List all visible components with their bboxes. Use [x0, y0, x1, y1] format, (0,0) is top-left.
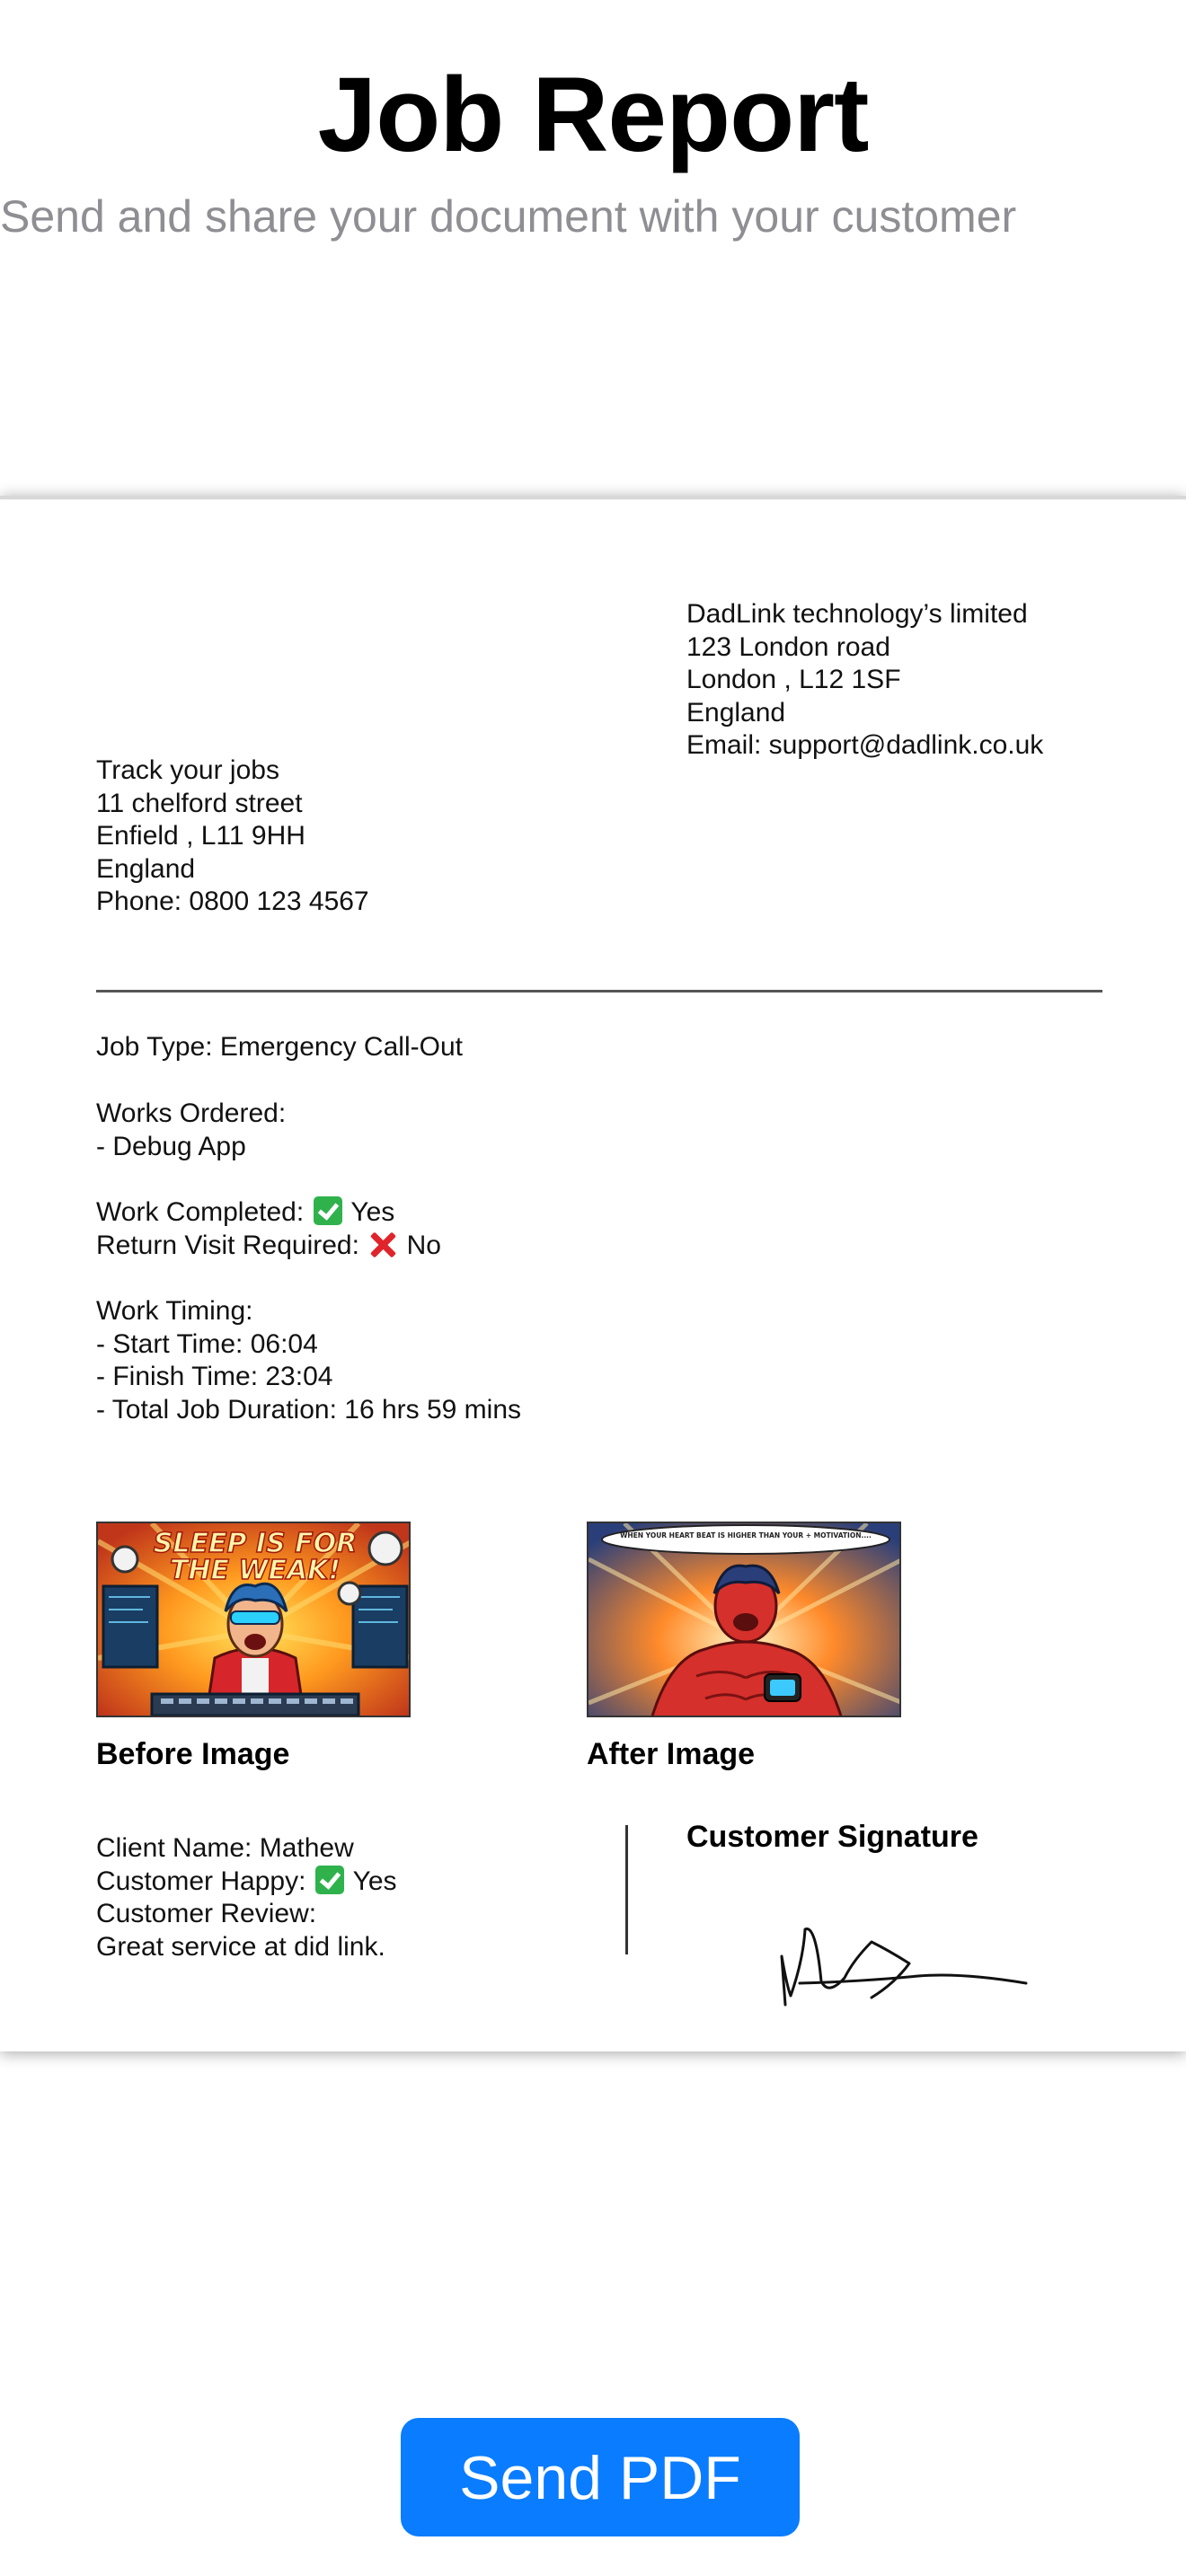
- works-ordered: [96, 1098, 286, 1163]
- page-title: Job Report: [317, 56, 869, 174]
- before-image-caption: Before Image: [96, 1737, 290, 1771]
- customer-happy-label: Customer Happy:: [96, 1866, 306, 1896]
- customer-street: 11 chelford street: [96, 788, 303, 818]
- job-report-document[interactable]: [0, 496, 1186, 2051]
- before-image-illustration: [98, 1523, 411, 1717]
- section-divider: [96, 990, 1102, 992]
- check-icon: [314, 1196, 342, 1225]
- work-completed-row: [96, 1196, 441, 1230]
- after-image[interactable]: [587, 1522, 901, 1717]
- finish-time: - Finish Time: 23:04: [96, 1362, 333, 1391]
- after-image-text: WHEN YOUR HEART BEAT IS HIGHER THAN YOUR + MOTIVATION....: [620, 1531, 872, 1539]
- signature-title: Customer Signature: [686, 1820, 978, 1854]
- return-visit-row: [96, 1230, 441, 1263]
- works-ordered-label: Works Ordered:: [96, 1098, 287, 1128]
- customer-phone: Phone: 0800 123 4567: [96, 887, 369, 916]
- customer-country: England: [96, 853, 196, 884]
- before-image[interactable]: [96, 1522, 411, 1717]
- before-image-text-1: SLEEP IS FOR: [153, 1528, 358, 1559]
- company-city: London , L12 1SF: [686, 665, 901, 694]
- customer-city: Enfield , L11 9HH: [96, 821, 305, 851]
- work-completed-value: Yes: [350, 1197, 395, 1227]
- customer-address: [96, 754, 369, 919]
- after-image-illustration: [589, 1523, 901, 1717]
- signature-divider: [625, 1825, 628, 1954]
- before-image-text-2: THE WEAK!: [169, 1555, 341, 1586]
- return-visit-value: No: [406, 1230, 441, 1260]
- work-timing: [96, 1295, 521, 1426]
- work-completed-label: Work Completed:: [96, 1197, 305, 1227]
- company-country: England: [686, 697, 786, 728]
- start-time: - Start Time: 06:04: [96, 1328, 318, 1359]
- job-type: Job Type: Emergency Call-Out: [96, 1032, 463, 1062]
- page-subtitle: Send and share your document with your customer: [0, 191, 1017, 242]
- customer-signature: [773, 1897, 1042, 2014]
- company-email: Email: support@dadlink.co.uk: [686, 730, 1044, 760]
- cross-icon: [368, 1230, 397, 1258]
- company-street: 123 London road: [686, 631, 890, 662]
- client-name: Client Name: Mathew: [96, 1833, 354, 1863]
- work-status: [96, 1196, 441, 1262]
- customer-review-label: Customer Review:: [96, 1899, 317, 1928]
- customer-happy-row: [96, 1866, 397, 1899]
- customer-review-text: Great service at did link.: [96, 1931, 385, 1962]
- check-icon: [315, 1866, 344, 1894]
- customer-happy-value: Yes: [352, 1866, 397, 1896]
- after-image-caption: After Image: [587, 1737, 756, 1771]
- return-visit-label: Return Visit Required:: [96, 1230, 359, 1260]
- works-ordered-item: - Debug App: [96, 1131, 246, 1161]
- client-info: [96, 1832, 397, 1963]
- customer-name: Track your jobs: [96, 755, 279, 785]
- send-pdf-button[interactable]: Send PDF: [401, 2418, 800, 2536]
- timing-label: Work Timing:: [96, 1296, 253, 1326]
- job-duration: - Total Job Duration: 16 hrs 59 mins: [96, 1394, 522, 1425]
- company-name: DadLink technology’s limited: [686, 599, 1028, 629]
- company-address: [686, 598, 1043, 763]
